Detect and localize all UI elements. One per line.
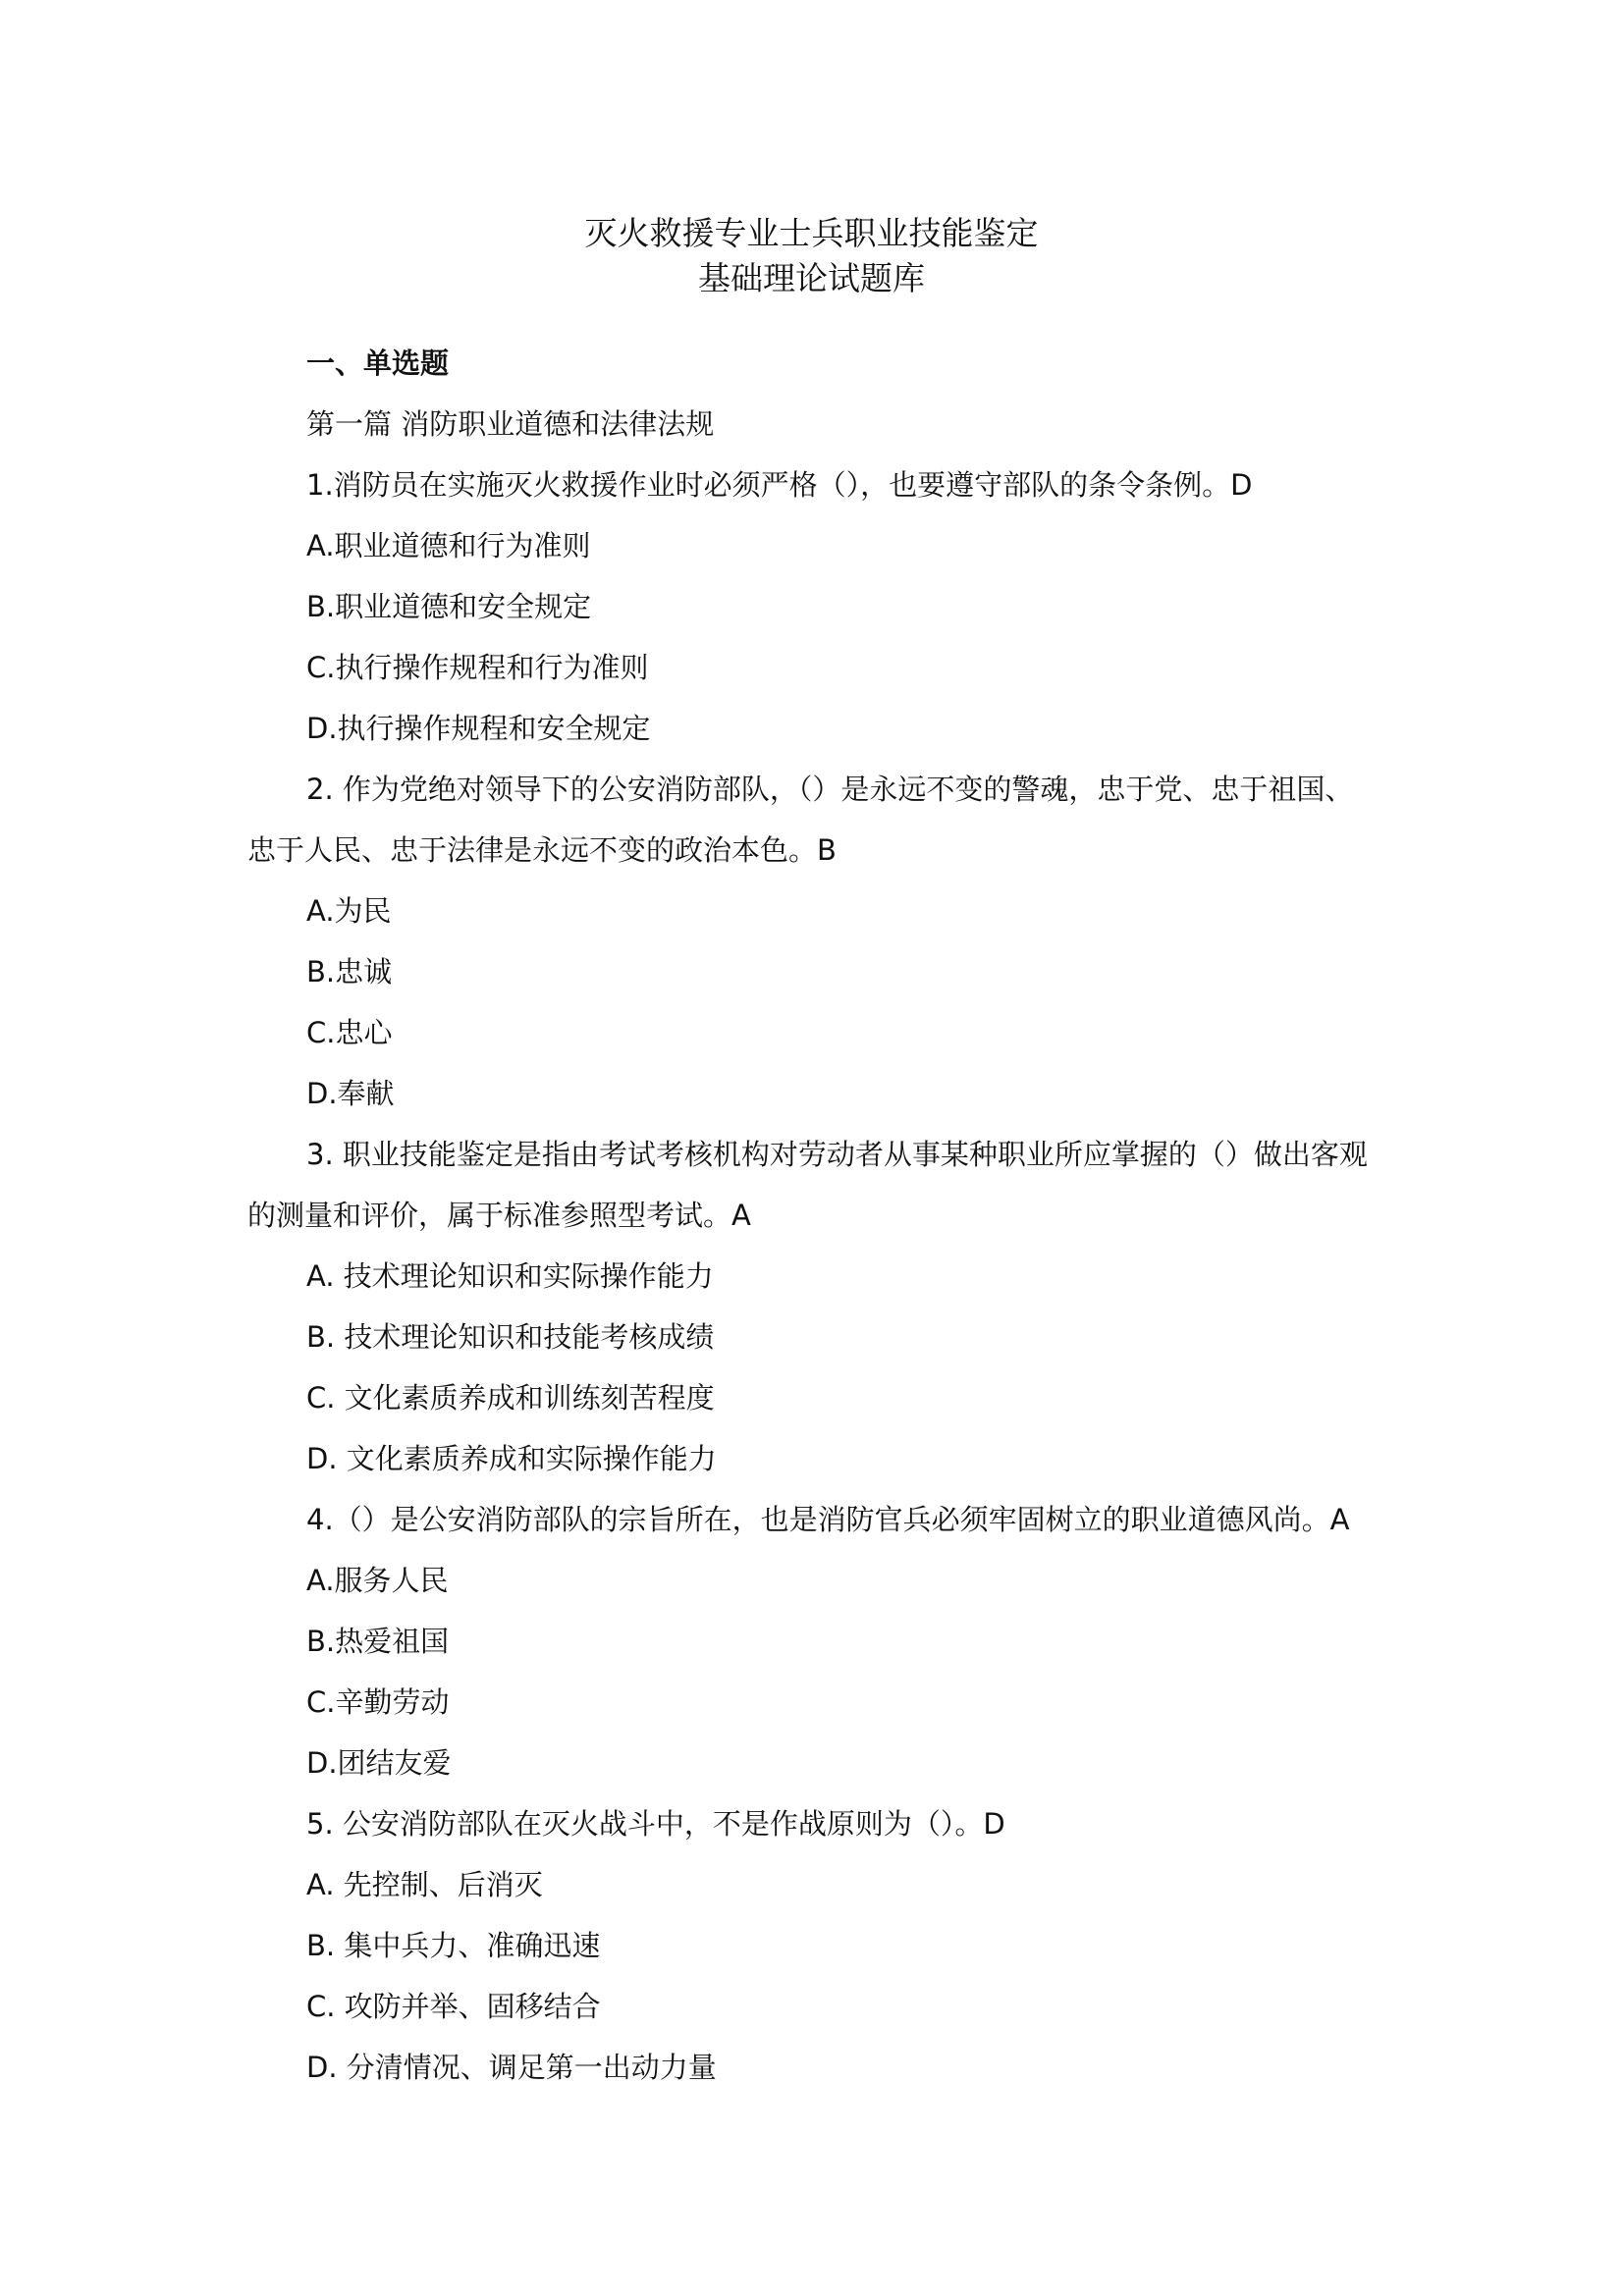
question-3-option-d: D. 文化素质养成和实际操作能力 <box>306 1442 717 1475</box>
question-1-option-a: A.职业道德和行为准则 <box>306 529 591 562</box>
chapter-heading: 第一篇 消防职业道德和法律法规 <box>306 407 715 441</box>
question-1-stem <box>306 467 1253 503</box>
question-3-stem-line-2 <box>247 1198 751 1233</box>
question-2-option-a: A.为民 <box>306 894 392 928</box>
question-3-stem-line-1: 3. 职业技能鉴定是指由考试考核机构对劳动者从事某种职业所应掌握的（）做出客观 <box>306 1138 1368 1171</box>
question-1-option-d: D.执行操作规程和安全规定 <box>306 712 651 745</box>
question-answer: D <box>983 1807 1005 1841</box>
question-4-stem <box>306 1502 1350 1537</box>
question-3-option-b: B. 技术理论知识和技能考核成绩 <box>306 1320 715 1354</box>
question-4-option-d: D.团结友爱 <box>306 1746 452 1780</box>
question-1-option-c: C.执行操作规程和行为准则 <box>306 651 649 684</box>
document-title-line-2: 基础理论试题库 <box>698 259 925 297</box>
question-4-option-c: C.辛勤劳动 <box>306 1685 450 1719</box>
question-2-option-d: D.奉献 <box>306 1077 395 1110</box>
question-1-option-b: B.职业道德和安全规定 <box>306 590 592 623</box>
question-2-stem-line-2 <box>247 832 837 868</box>
document-title-line-1: 灭火救援专业士兵职业技能鉴定 <box>584 214 1039 252</box>
question-answer: A <box>731 1199 751 1232</box>
question-5-option-b: B. 集中兵力、准确迅速 <box>306 1929 601 1962</box>
question-2-stem-line-1: 2. 作为党绝对领导下的公安消防部队，（）是永远不变的警魂，忠于党、忠于祖国、 <box>306 773 1354 806</box>
question-stem-text: 5. 公安消防部队在灭火战斗中，不是作战原则为（）。 <box>306 1807 984 1841</box>
question-answer: A <box>1329 1503 1350 1536</box>
question-5-option-d: D. 分清情况、调足第一出动力量 <box>306 2051 717 2084</box>
question-5-option-a: A. 先控制、后消灭 <box>306 1868 543 1901</box>
question-4-option-b: B.热爱祖国 <box>306 1625 450 1658</box>
question-stem-text: 4.（）是公安消防部队的宗旨所在，也是消防官兵必须牢固树立的职业道德风尚。 <box>306 1503 1330 1536</box>
question-2-option-b: B.忠诚 <box>306 955 393 988</box>
question-2-option-c: C.忠心 <box>306 1016 393 1049</box>
question-answer: D <box>1230 468 1253 502</box>
question-5-option-c: C. 攻防并举、固移结合 <box>306 1990 601 2023</box>
question-4-option-a: A.服务人民 <box>306 1564 449 1597</box>
question-stem-text: 1.消防员在实施灭火救援作业时必须严格（），也要遵守部队的条令条例。 <box>306 468 1231 502</box>
section-heading: 一、单选题 <box>306 347 450 380</box>
question-5-stem <box>306 1806 1005 1842</box>
question-answer: B <box>817 833 837 867</box>
question-stem-text: 忠于人民、忠于法律是永远不变的政治本色。 <box>247 833 818 867</box>
question-stem-text: 的测量和评价，属于标准参照型考试。 <box>247 1199 732 1232</box>
question-3-option-c: C. 文化素质养成和训练刻苦程度 <box>306 1381 715 1415</box>
question-3-option-a: A. 技术理论知识和实际操作能力 <box>306 1259 714 1293</box>
